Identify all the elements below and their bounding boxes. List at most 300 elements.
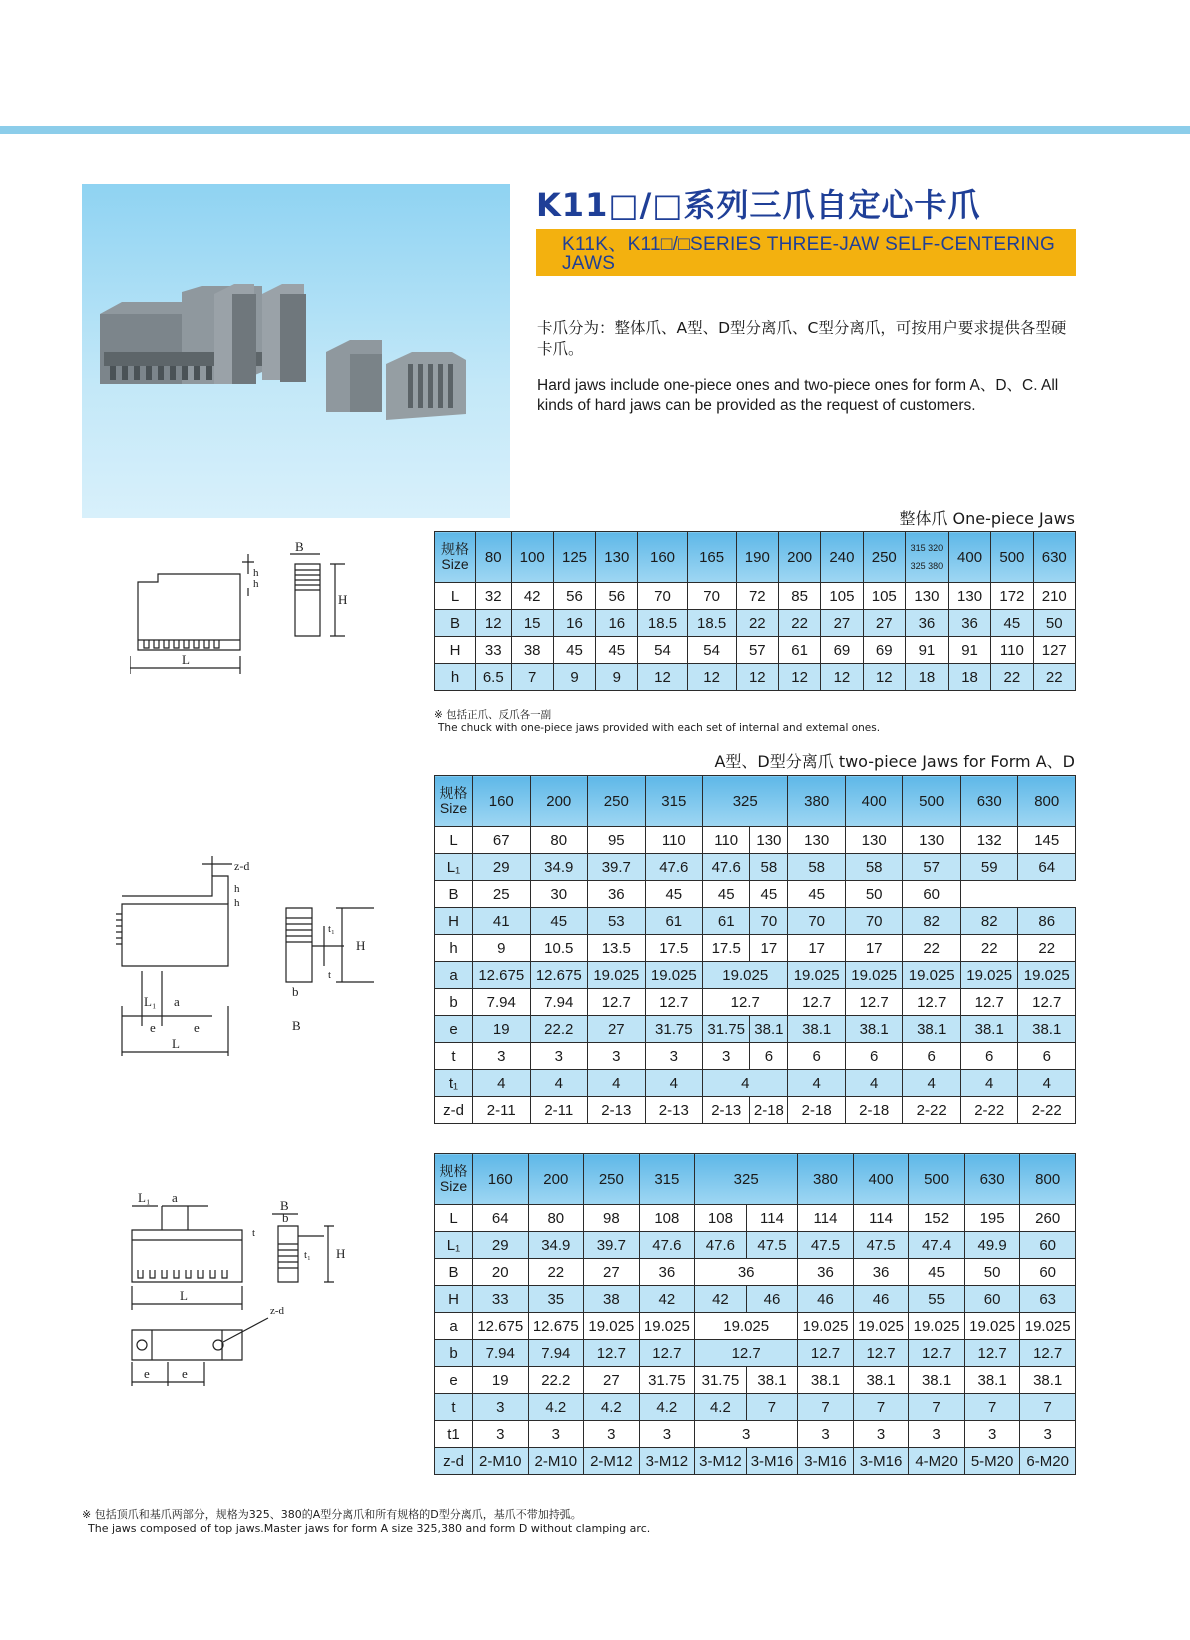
table-cell: 9 [553, 664, 595, 691]
table-cell: 4.2 [584, 1394, 640, 1421]
size-cell: 100 [511, 532, 553, 583]
table-cell: 19.025 [695, 1313, 798, 1340]
table-cell: 4.2 [639, 1394, 695, 1421]
top-accent-bar [0, 126, 1190, 134]
table-cell: 12.675 [528, 1313, 584, 1340]
table-cell: 19.025 [584, 1313, 640, 1340]
table-cell: 105 [821, 583, 863, 610]
row-label: z-d [435, 1448, 473, 1475]
table-cell: 12.675 [530, 962, 588, 989]
table-cell: 82 [960, 908, 1018, 935]
table-cell: 38.1 [903, 1016, 961, 1043]
table-cell: 7.94 [530, 989, 588, 1016]
table-cell: 3 [584, 1421, 640, 1448]
table-row [435, 1205, 1076, 1232]
drawing-label: e [182, 1366, 188, 1381]
row-label: H [435, 908, 473, 935]
table-cell: 22 [903, 935, 961, 962]
drawing-label: t [328, 969, 332, 981]
size-cell: 160 [473, 776, 531, 827]
table-cell: 47.5 [853, 1232, 909, 1259]
table-cell: 12.7 [903, 989, 961, 1016]
size-cell: 315 [645, 776, 703, 827]
table-cell: 2-13 [588, 1097, 646, 1124]
table-cell: 19.025 [788, 962, 846, 989]
table-cell: 19.025 [798, 1313, 854, 1340]
drawing-label: h [234, 897, 240, 909]
table-cell: 36 [948, 610, 990, 637]
table-cell: 55 [909, 1286, 965, 1313]
table-cell: 12.7 [645, 989, 703, 1016]
table-cell: 38.1 [964, 1367, 1020, 1394]
table-cell: 27 [821, 610, 863, 637]
table-cell: 4 [703, 1070, 788, 1097]
bottom-note-en: The jaws composed of top jaws.Master jaws for form A size 325,380 and form D without clamping arc. [88, 1522, 651, 1535]
table-cell: 57 [903, 854, 961, 881]
table-cell: 114 [798, 1205, 854, 1232]
table-cell: 19.025 [588, 962, 646, 989]
table-cell: 38.1 [845, 1016, 903, 1043]
table-cell: 54 [638, 637, 687, 664]
table-cell: 86 [1018, 908, 1076, 935]
table-row [435, 989, 1076, 1016]
table-row [435, 908, 1076, 935]
table-cell: 12.675 [473, 962, 531, 989]
note-zh: ※ 包括正爪、反爪各一副 [434, 709, 552, 721]
table-cell: 36 [905, 610, 948, 637]
row-label: B [435, 881, 473, 908]
drawing-label: z-d [270, 1305, 285, 1317]
table-cell: 33 [473, 1286, 529, 1313]
table-cell: 12.7 [960, 989, 1018, 1016]
table-cell: 16 [596, 610, 638, 637]
one-piece-jaw-drawing [130, 540, 370, 710]
table-header-row [435, 776, 1076, 827]
size-cell: 160 [638, 532, 687, 583]
drawing-label: e [150, 1020, 156, 1035]
size-cell: 160 [473, 1154, 529, 1205]
size-cell: 800 [1018, 776, 1076, 827]
table-cell: 57 [736, 637, 778, 664]
bottom-note-zh: ※ 包括顶爪和基爪两部分，规格为325、380的A型分离爪和所有规格的D型分离爪，基爪不带加持弧。 [82, 1508, 582, 1521]
table-cell: 19.025 [1018, 962, 1076, 989]
table-cell: 38.1 [909, 1367, 965, 1394]
table-cell: 19.025 [845, 962, 903, 989]
table-cell: 18 [905, 664, 948, 691]
table-row [435, 1286, 1076, 1313]
table-cell: 46 [746, 1286, 798, 1313]
table-cell: 17.5 [645, 935, 703, 962]
table1-note [434, 709, 880, 735]
drawing-label: B [292, 1018, 301, 1033]
table-cell: 32 [476, 583, 512, 610]
table-cell: 46 [798, 1286, 854, 1313]
table-cell: 98 [584, 1205, 640, 1232]
table-cell: 19.025 [964, 1313, 1020, 1340]
table-cell: 36 [639, 1259, 695, 1286]
table-cell: 38.1 [788, 1016, 846, 1043]
table2-caption: A型、D型分离爪 two-piece Jaws for Form A、D [714, 752, 1075, 771]
table-cell: 3 [588, 1043, 646, 1070]
table-row [435, 610, 1076, 637]
table-cell: 12.7 [853, 1340, 909, 1367]
table-cell: 17 [788, 935, 846, 962]
drawing-label: t₁ [328, 923, 335, 935]
drawing-label: H [338, 592, 348, 607]
table-cell: 110 [645, 827, 703, 854]
row-label: B [435, 610, 476, 637]
table-cell: 19.025 [645, 962, 703, 989]
table-cell: 12 [863, 664, 905, 691]
size-cell: 315 [639, 1154, 695, 1205]
table-cell: 17 [750, 935, 788, 962]
table-cell: 47.6 [695, 1232, 747, 1259]
size-cell: 630 [964, 1154, 1020, 1205]
table-cell: 3-M12 [639, 1448, 695, 1475]
size-cell: 130 [596, 532, 638, 583]
table-cell: 60 [964, 1286, 1020, 1313]
size-cell: 250 [588, 776, 646, 827]
table-cell: 195 [964, 1205, 1020, 1232]
table-cell: 47.4 [909, 1232, 965, 1259]
table-cell: 2-11 [473, 1097, 531, 1124]
table-cell: 9 [596, 664, 638, 691]
table-cell: 19.025 [903, 962, 961, 989]
table-cell: 12.7 [695, 1340, 798, 1367]
table-cell: 47.6 [703, 854, 750, 881]
table-cell: 22 [736, 610, 778, 637]
drawing-label: t [252, 1227, 256, 1239]
table-cell: 2-M10 [528, 1448, 584, 1475]
table-row [435, 1367, 1076, 1394]
bottom-note [82, 1508, 650, 1536]
table-cell: 9 [473, 935, 531, 962]
table-row [435, 1043, 1076, 1070]
table-cell: 210 [1033, 583, 1075, 610]
table-cell: 61 [778, 637, 820, 664]
table-cell: 60 [903, 881, 961, 908]
table-cell: 132 [960, 827, 1018, 854]
table-cell: 64 [473, 1205, 529, 1232]
table-row [435, 1394, 1076, 1421]
table-row [435, 881, 1076, 908]
table-cell: 12 [687, 664, 736, 691]
table-cell: 35 [528, 1286, 584, 1313]
table-cell: 38.1 [1018, 1016, 1076, 1043]
table-cell: 42 [695, 1286, 747, 1313]
drawing-label: h [234, 883, 240, 895]
table-cell: 260 [1020, 1205, 1076, 1232]
table-cell: 19.025 [909, 1313, 965, 1340]
table-cell: 2-13 [703, 1097, 750, 1124]
table-cell: 3 [639, 1421, 695, 1448]
table-cell: 3 [528, 1421, 584, 1448]
table-cell: 22 [528, 1259, 584, 1286]
table-cell: 42 [511, 583, 553, 610]
page-title-zh: K11□/□系列三爪自定心卡爪 [536, 186, 981, 224]
size-cell: 400 [948, 532, 990, 583]
row-label: h [435, 935, 473, 962]
table-cell: 18.5 [638, 610, 687, 637]
size-cell: 165 [687, 532, 736, 583]
table-cell: 38.1 [750, 1016, 788, 1043]
table-cell: 38.1 [960, 1016, 1018, 1043]
table-cell: 3 [1020, 1421, 1076, 1448]
table-cell: 27 [584, 1259, 640, 1286]
table-cell: 27 [588, 1016, 646, 1043]
table-cell: 7.94 [528, 1340, 584, 1367]
table-cell: 12.7 [1020, 1340, 1076, 1367]
table-cell: 45 [530, 908, 588, 935]
table-cell: 130 [903, 827, 961, 854]
table-cell: 47.6 [639, 1232, 695, 1259]
table-cell: 17.5 [703, 935, 750, 962]
table-cell: 56 [553, 583, 595, 610]
table-row [435, 583, 1076, 610]
table-cell: 45 [553, 637, 595, 664]
table-cell: 50 [964, 1259, 1020, 1286]
table-cell: 22.2 [528, 1367, 584, 1394]
table-cell: 27 [584, 1367, 640, 1394]
size-cell: 500 [991, 532, 1033, 583]
table-cell: 91 [905, 637, 948, 664]
table-cell: 47.5 [798, 1232, 854, 1259]
table-cell: 56 [596, 583, 638, 610]
table-cell: 39.7 [588, 854, 646, 881]
table-cell: 45 [750, 881, 788, 908]
table-cell: 42 [639, 1286, 695, 1313]
table-cell: 82 [903, 908, 961, 935]
table-cell: 12.7 [639, 1340, 695, 1367]
table-cell: 12.675 [473, 1313, 529, 1340]
table-cell: 39.7 [584, 1232, 640, 1259]
note-en: The chuck with one-piece jaws provided with each set of internal and extemal ones. [438, 722, 881, 734]
table-cell: 36 [588, 881, 646, 908]
table-cell: 12 [778, 664, 820, 691]
table-cell: 3 [909, 1421, 965, 1448]
description-zh: 卡爪分为：整体爪、A型、D型分离爪、C型分离爪，可按用户要求提供各型硬卡爪。 [537, 319, 1067, 358]
table-cell: 2-22 [960, 1097, 1018, 1124]
row-label: L [435, 1205, 473, 1232]
table-cell: 6 [1018, 1043, 1076, 1070]
row-label: t [435, 1394, 473, 1421]
drawing-label: B [295, 540, 304, 554]
size-cell: 200 [530, 776, 588, 827]
table-cell: 12.7 [909, 1340, 965, 1367]
table-cell: 22 [960, 935, 1018, 962]
table-cell: 2-13 [645, 1097, 703, 1124]
table-cell: 4 [473, 1070, 531, 1097]
table-cell: 130 [905, 583, 948, 610]
size-cell: 630 [1033, 532, 1075, 583]
table-cell: 3 [798, 1421, 854, 1448]
table-cell: 4 [903, 1070, 961, 1097]
table-cell: 7 [746, 1394, 798, 1421]
table-cell: 130 [750, 827, 788, 854]
drawing-label: e [194, 1020, 200, 1035]
table-cell: 13.5 [588, 935, 646, 962]
size-cell: 250 [863, 532, 905, 583]
size-header: 规格 Size [435, 532, 476, 583]
table-row [435, 1448, 1076, 1475]
drawing-label: L [180, 1288, 188, 1303]
table-cell: 7 [964, 1394, 1020, 1421]
table-cell: 38 [511, 637, 553, 664]
size-cell: 400 [853, 1154, 909, 1205]
table-cell: 69 [863, 637, 905, 664]
table-cell: 45 [991, 610, 1033, 637]
table-cell: 130 [845, 827, 903, 854]
table-cell: 7 [853, 1394, 909, 1421]
table-cell: 7 [909, 1394, 965, 1421]
table-cell: 15 [511, 610, 553, 637]
table-cell: 108 [639, 1205, 695, 1232]
table-cell: 110 [991, 637, 1033, 664]
row-label: H [435, 637, 476, 664]
table-cell: 6.5 [476, 664, 512, 691]
table-cell: 36 [798, 1259, 854, 1286]
table-cell: 30 [530, 881, 588, 908]
table-cell: 61 [645, 908, 703, 935]
table-cell: 3 [473, 1394, 529, 1421]
table-cell: 22 [1018, 935, 1076, 962]
table-cell: 2-18 [788, 1097, 846, 1124]
drawing-label: z-d [234, 859, 250, 873]
table-cell: 58 [845, 854, 903, 881]
table-cell: 4 [530, 1070, 588, 1097]
table-cell: 6 [788, 1043, 846, 1070]
table-cell: 95 [588, 827, 646, 854]
table-cell: 3 [695, 1421, 798, 1448]
table-row [435, 1097, 1076, 1124]
table-cell: 22 [991, 664, 1033, 691]
table-cell: 19.025 [703, 962, 788, 989]
table-cell: 110 [703, 827, 750, 854]
table-cell: 3 [473, 1421, 529, 1448]
table-row [435, 664, 1076, 691]
table-cell: 108 [695, 1205, 747, 1232]
description-en: Hard jaws include one-piece ones and two-piece ones for form A、D、C. All kinds of hard jaws can be provided as the request of customers. [537, 377, 1059, 414]
table-cell: 12.7 [584, 1340, 640, 1367]
table-cell: 5-M20 [964, 1448, 1020, 1475]
row-label: t [435, 1043, 473, 1070]
table-cell: 64 [1018, 854, 1076, 881]
table-cell: 29 [473, 854, 531, 881]
table-cell: 2-18 [750, 1097, 788, 1124]
table-cell: 3-M16 [798, 1448, 854, 1475]
table-cell: 20 [473, 1259, 529, 1286]
table-cell: 58 [788, 854, 846, 881]
table-cell: 47.6 [645, 854, 703, 881]
table-cell: 127 [1033, 637, 1075, 664]
table-cell: 85 [778, 583, 820, 610]
table-cell: 31.75 [695, 1367, 747, 1394]
size-header: 规格 Size [435, 1154, 473, 1205]
table-cell: 3-M16 [853, 1448, 909, 1475]
size-header: 规格 Size [435, 776, 473, 827]
size-cell: 240 [821, 532, 863, 583]
table-cell: 12 [821, 664, 863, 691]
table-cell: 19.025 [639, 1313, 695, 1340]
table-cell: 7 [511, 664, 553, 691]
table-cell: 3 [645, 1043, 703, 1070]
row-label: L₁ [435, 1232, 473, 1259]
table-cell: 19 [473, 1016, 531, 1043]
drawing-label: b [292, 984, 299, 999]
row-label: h [435, 664, 476, 691]
row-label: L [435, 827, 473, 854]
table-cell: 4.2 [528, 1394, 584, 1421]
table-cell: 38 [584, 1286, 640, 1313]
table-cell: 12.7 [798, 1340, 854, 1367]
table-cell: 16 [553, 610, 595, 637]
drawing-label: H [356, 938, 366, 953]
size-cell: 200 [778, 532, 820, 583]
page-title-en: K11K、K11□/□SERIES THREE-JAW SELF-CENTERING JAWS [536, 229, 1076, 276]
table-cell: 3 [703, 1043, 750, 1070]
size-cell: 80 [476, 532, 512, 583]
table-cell: 70 [845, 908, 903, 935]
table-cell: 4 [645, 1070, 703, 1097]
table-row [435, 1070, 1076, 1097]
table-row [435, 1421, 1076, 1448]
table-cell: 6-M20 [1020, 1448, 1076, 1475]
row-label: L [435, 583, 476, 610]
table-cell: 46 [853, 1286, 909, 1313]
table-cell: 4 [788, 1070, 846, 1097]
table-cell: 70 [638, 583, 687, 610]
row-label: b [435, 1340, 473, 1367]
size-cell: 200 [528, 1154, 584, 1205]
table-row [435, 962, 1076, 989]
row-label: a [435, 962, 473, 989]
row-label: a [435, 1313, 473, 1340]
table-row [435, 1313, 1076, 1340]
table-cell: 114 [853, 1205, 909, 1232]
table-cell: 45 [788, 881, 846, 908]
table-cell: 3 [853, 1421, 909, 1448]
table-cell: 50 [1033, 610, 1075, 637]
two-piece-jaw-a-d-drawing [112, 856, 402, 1066]
size-cell: 380 [798, 1154, 854, 1205]
table-cell: 6 [903, 1043, 961, 1070]
table-cell: 12 [638, 664, 687, 691]
table-cell: 80 [528, 1205, 584, 1232]
table-cell: 4-M20 [909, 1448, 965, 1475]
table-cell: 45 [596, 637, 638, 664]
table-cell: 34.9 [528, 1232, 584, 1259]
table-row [435, 1259, 1076, 1286]
table-cell: 41 [473, 908, 531, 935]
table-cell: 12.7 [1018, 989, 1076, 1016]
table-cell: 7 [1020, 1394, 1076, 1421]
table-cell: 80 [530, 827, 588, 854]
drawing-label: L [172, 1036, 180, 1051]
drawing-label: B [280, 1198, 289, 1213]
table-cell: 67 [473, 827, 531, 854]
table-cell: 70 [788, 908, 846, 935]
row-label: e [435, 1016, 473, 1043]
table-cell: 4 [960, 1070, 1018, 1097]
row-label: t₁ [435, 1070, 473, 1097]
table-cell: 6 [750, 1043, 788, 1070]
table-cell: 6 [845, 1043, 903, 1070]
table-cell: 54 [687, 637, 736, 664]
table-cell: 22 [778, 610, 820, 637]
table-cell: 4 [588, 1070, 646, 1097]
table-cell: 91 [948, 637, 990, 664]
table-cell: 61 [703, 908, 750, 935]
